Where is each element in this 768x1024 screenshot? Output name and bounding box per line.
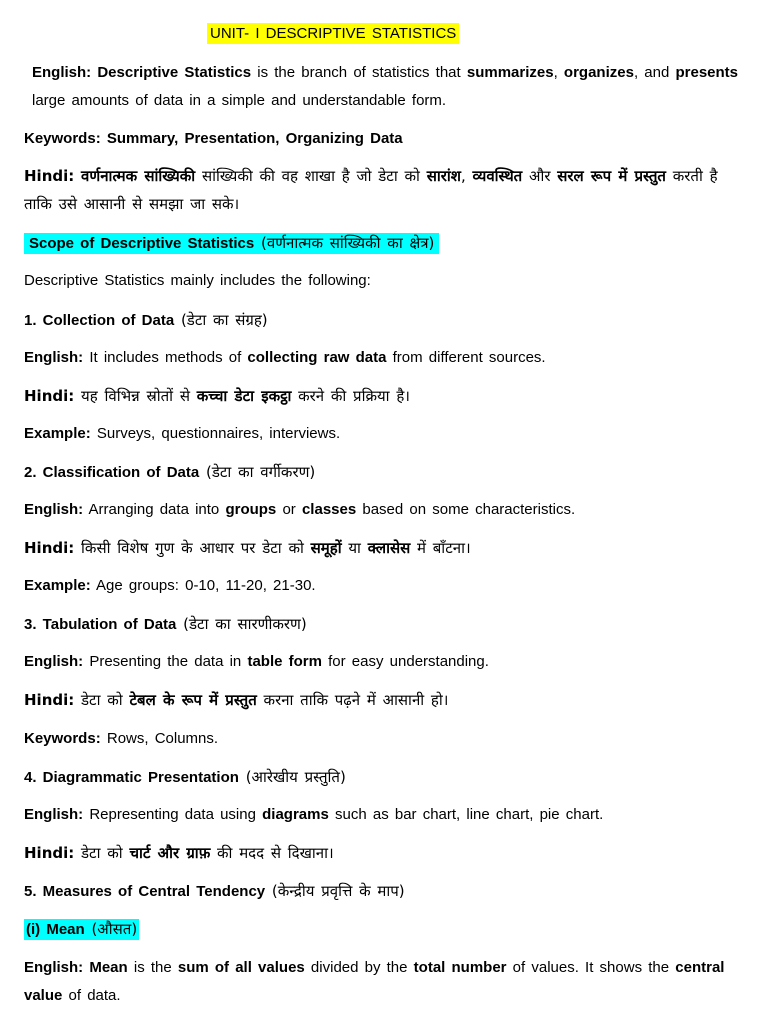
section-1-heading: 1. Collection of Data (डेटा का संग्रह) [24,311,268,329]
section-4-hindi: Hindi: डेटा को चार्ट और ग्राफ़ की मदद से दिखाना। [24,844,334,862]
section-3-heading: 3. Tabulation of Data (डेटा का सारणीकरण) [24,615,307,633]
section-1-english: English: It includes methods of collecting raw data from different sources. [24,349,546,366]
intro-english: English: Descriptive Statistics is the branch of statistics that summarizes, organizes, and presents large amounts of data in a simple and understandable form. [32,64,739,109]
mean-highlight: (i) Mean (औसत) [26,920,138,938]
mean-heading [24,919,744,940]
section-3-keywords: Keywords: Rows, Columns. [24,730,219,747]
keywords-line: Keywords: Summary, Presentation, Organizing Data [24,130,403,147]
section-4-english: English: Representing data using diagrams such as bar chart, line chart, pie chart. [24,806,604,823]
section-3-english: English: Presenting the data in table form for easy understanding. [24,653,489,670]
section-5-heading: 5. Measures of Central Tendency (केन्द्रीय प्रवृत्ति के माप) [24,882,405,900]
includes-line: Descriptive Statistics mainly includes the following: [24,272,371,289]
section-2-hindi: Hindi: किसी विशेष गुण के आधार पर डेटा को समूहों या क्लासेस में बाँटना। [24,539,471,557]
section-2-english: English: Arranging data into groups or classes based on some characteristics. [24,501,576,518]
section-1-hindi: Hindi: यह विभिन्न स्रोतों से कच्चा डेटा इकट्ठा करने की प्रक्रिया है। [24,387,410,405]
section-2-example: Example: Age groups: 0-10, 11-20, 21-30. [24,577,316,594]
unit-title [207,23,459,45]
section-3-hindi: Hindi: डेटा को टेबल के रूप में प्रस्तुत करना ताकि पढ़ने में आसानी हो। [24,691,449,709]
scope-highlight: Scope of Descriptive Statistics (वर्णनात्मक सांख्यिकी का क्षेत्र) [24,233,439,254]
title-highlight: UNIT- I DESCRIPTIVE STATISTICS [207,23,459,44]
section-4-heading: 4. Diagrammatic Presentation (आरेखीय प्रस्तुति) [24,768,346,786]
section-1-example: Example: Surveys, questionnaires, interviews. [24,425,341,442]
scope-heading [24,233,744,254]
section-2-heading: 2. Classification of Data (डेटा का वर्गीकरण) [24,463,316,481]
intro-hindi: Hindi: वर्णनात्मक सांख्यिकी सांख्यिकी की वह शाखा है जो डेटा को सारांश, व्यवस्थित और सरल रूप में प्रस्तुत करती है ताकि उसे आसानी से समझा जा सके। [24,167,718,213]
mean-english: English: Mean is the sum of all values divided by the total number of values. It shows the central value of data. [24,959,725,1004]
